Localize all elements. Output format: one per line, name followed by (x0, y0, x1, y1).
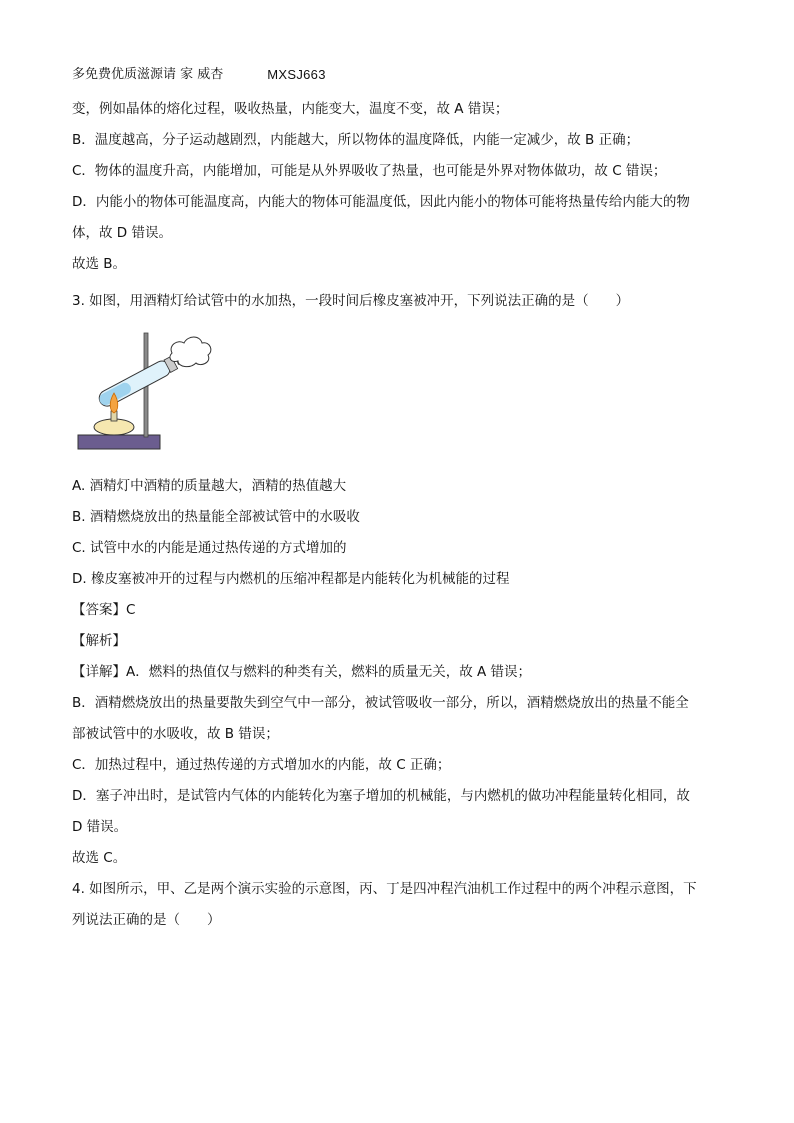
analysis-option-b: B．温度越高，分子运动越剧烈，内能越大，所以物体的温度降低，内能一定减少，故 B 正确； (72, 132, 640, 148)
analysis-tag: 【解析】 (72, 633, 126, 649)
page-header (72, 64, 722, 86)
steam-cloud (170, 337, 211, 367)
test-tube (96, 355, 178, 409)
option-d: D. 橡皮塞被冲开的过程与内燃机的压缩冲程都是内能转化为机械能的过程 (72, 571, 510, 587)
option-b: B. 酒精燃烧放出的热量能全部被试管中的水吸收 (72, 509, 360, 525)
question-4-stem-cont: 列说法正确的是（ ） (72, 912, 221, 928)
option-a: A. 酒精灯中酒精的质量越大，酒精的热值越大 (72, 478, 347, 494)
answer-choice-q3: 故选 C。 (72, 850, 127, 866)
question-3-stem: 3. 如图，用酒精灯给试管中的水加热，一段时间后橡皮塞被冲开，下列说法正确的是（ ） (72, 293, 630, 309)
document-page (72, 64, 722, 936)
detail-c: C．加热过程中，通过热传递的方式增加水的内能，故 C 正确； (72, 757, 451, 773)
analysis-option-c: C．物体的温度升高，内能增加，可能是从外界吸收了热量，也可能是外界对物体做功，故 C 错误； (72, 163, 667, 179)
detail-b: B．酒精燃烧放出的热量要散失到空气中一部分，被试管吸收一部分，所以，酒精燃烧放出的热量不能全 (72, 695, 689, 711)
header-code: MXSJ663 (267, 67, 326, 82)
analysis-option-d: D．内能小的物体可能温度高，内能大的物体可能温度低，因此内能小的物体可能将热量传给内能大的物 (72, 194, 690, 210)
detail-a: 【详解】A．燃料的热值仅与燃料的种类有关，燃料的质量无关，故 A 错误； (72, 664, 532, 680)
detail-b-cont: 部被试管中的水吸收，故 B 错误； (72, 726, 279, 742)
answer-choice: 故选 B。 (72, 256, 127, 272)
header-text: 多免费优质滋源请 家 威杏 (72, 67, 224, 82)
detail-d-cont: D 错误。 (72, 819, 128, 835)
experiment-figure (72, 323, 222, 463)
option-c: C. 试管中水的内能是通过热传递的方式增加的 (72, 540, 347, 556)
test-tube-heating-illustration (72, 323, 222, 463)
paragraph-line: 变，例如晶体的熔化过程，吸收热量，内能变大，温度不变，故 A 错误； (72, 101, 509, 117)
detail-d: D．塞子冲出时，是试管内气体的内能转化为塞子增加的机械能，与内燃机的做功冲程能量转化相同，故 (72, 788, 690, 804)
answer-tag: 【答案】C (72, 602, 136, 618)
analysis-option-d-cont: 体，故 D 错误。 (72, 225, 172, 241)
question-4-stem: 4. 如图所示，甲、乙是两个演示实验的示意图，丙、丁是四冲程汽油机工作过程中的两个冲程示意图，下 (72, 881, 697, 897)
